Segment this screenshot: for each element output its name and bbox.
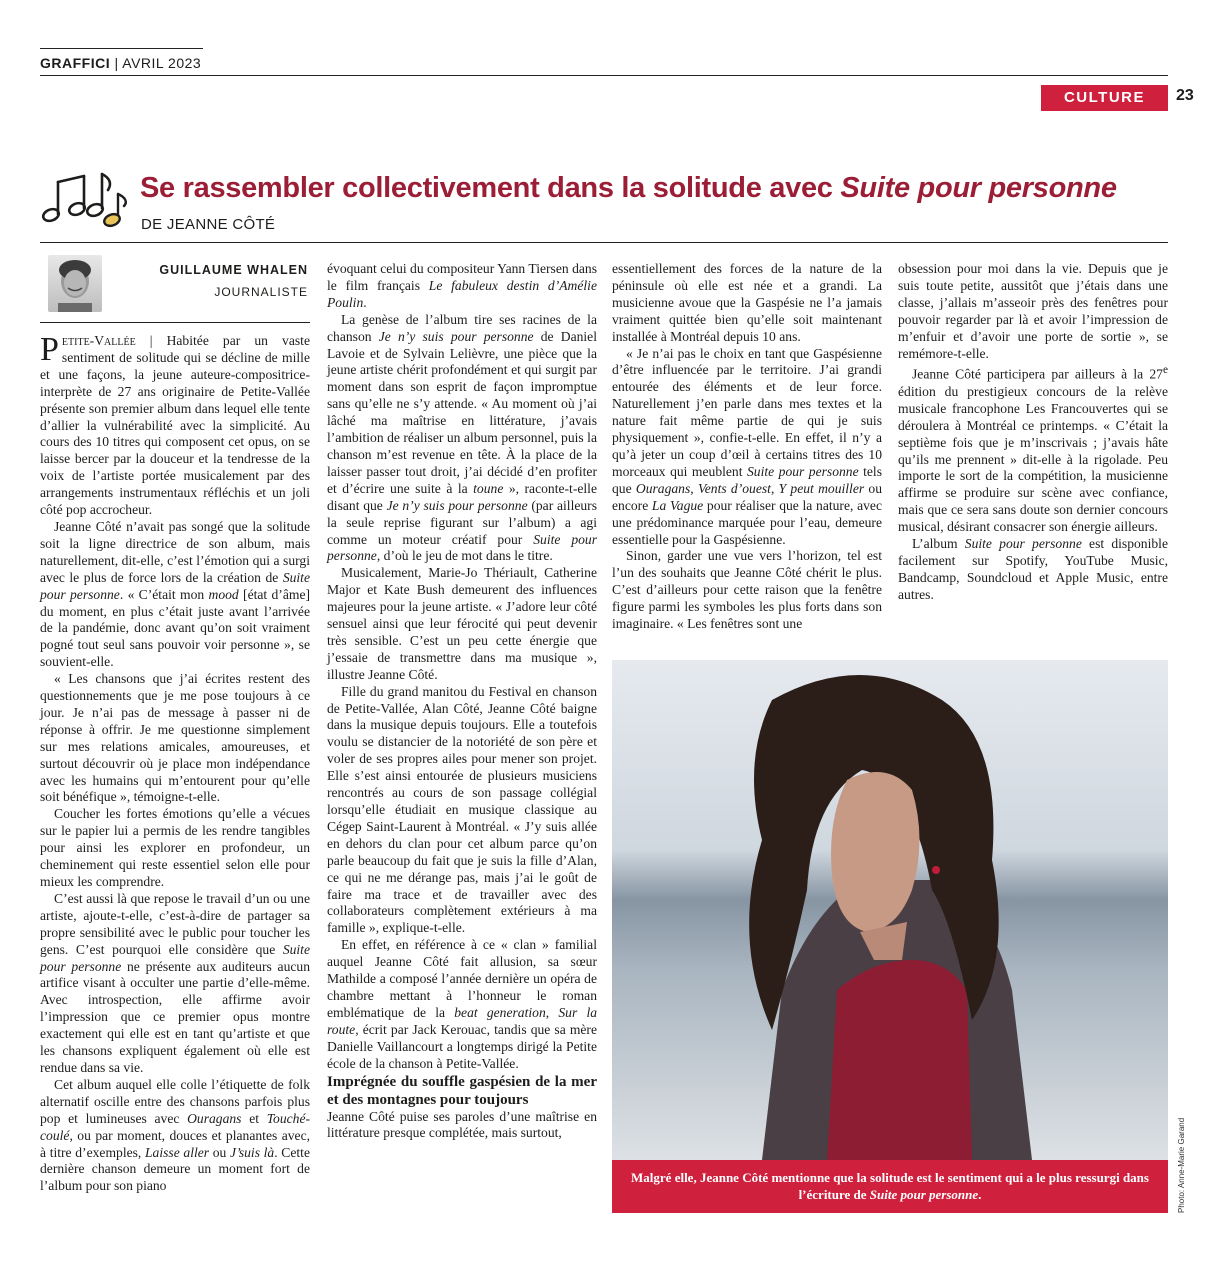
masthead <box>40 55 201 71</box>
song-title: J’suis là <box>230 1144 275 1160</box>
paragraph-text: , ou par moment, douces et planantes avec, à titre d’exemples, <box>40 1127 310 1160</box>
paragraph: Musicalement, Marie-Jo Thériault, Catherine Major et Kate Bush demeurent des influences majeures pour la jeune artiste. « J’adore leur côté sensuel ainsi que leur férocité qui peut devenir très sensible. C’est un peu cette énergie que j’essaie de transmettre dans ma musique », illustre Jeanne Côté. <box>327 565 597 682</box>
paragraph-text: . <box>363 294 367 310</box>
issue-date: AVRIL 2023 <box>122 55 202 71</box>
headline-text: Se rassembler collectivement dans la solitude avec <box>140 172 841 204</box>
paragraph: Sinon, garder une vue vers l’horizon, tel est l’un des souhaits que Jeanne Côté chérit le plus. C’est d’ailleurs pour cette raison que la fenêtre figure parmi les symboles les plus forts dans son imaginaire. « Les fenêtres sont une <box>612 548 882 632</box>
caption-text: Malgré elle, Jeanne Côté mentionne que la solitude est le sentiment qui a le plus ressurgi dans l’écriture de <box>631 1170 1149 1202</box>
drop-cap: P <box>40 331 59 368</box>
artist-photo <box>612 660 1168 1160</box>
paragraph-text: L’album <box>912 536 965 552</box>
author-name: GUILLAUME WHALEN <box>159 263 308 277</box>
song-title: Ouragans <box>187 1110 242 1126</box>
author-role: JOURNALISTE <box>214 285 308 299</box>
paragraph <box>898 362 1168 536</box>
paragraph-text: En effet, en référence à ce « clan » familial auquel Jeanne Côté fait allusion, sa sœur Mathilde a composé l’année dernière un opéra de chambre mettant à l’honneur le roman emblématique de la <box>327 937 597 1020</box>
paragraph-text: | Habitée par un vaste sentiment de solitude qui se décline de mille et une façons, la jeune auteure-compositrice-interprète de 27 ans originaire de Petite-Vallée présente son premier album dans lequel elle tente d’allier la vulnérabilité avec la simplicité. Au cours des 10 titres qui composent cet opus, on se laisse bercer par la douceur et la tendresse de la voix de l’artiste portée musicalement par des arrangements instrumentaux réfléchis et un joli côté pop accrocheur. <box>40 333 310 518</box>
paragraph: Fille du grand manitou du Festival en chanson de Petite-Vallée, Alan Côté, Jeanne Côté baigne dans la musique depuis toujours. Elle a toutefois voulu se distancier de la notoriété de son père et voler de ses propres ailes pour mener son projet. Elle s’est ainsi entourée de plusieurs musiciens rencontrés au cours de son passage collégial lorsqu’elle étudiait en musique classique au Cégep Saint-Laurent à Montréal. « J’y suis allée en dehors du clan pour cet album parce qu’on parle beaucoup du fait que je suis la fille d’Alan, ce qui ne me dérange pas, mais j’ai le goût de faire ma trace et de travailler avec des collaborateurs complètement extérieurs à ma famille », explique-t-elle. <box>327 683 597 936</box>
album-title: Suite pour personne <box>40 569 310 602</box>
paragraph-text: Cet album auquel elle colle l’étiquette de folk alternatif oscille entre des chansons parfois plus pop et lumineuses avec <box>40 1076 310 1126</box>
paragraph: obsession pour moi dans la vie. Depuis que je suis toute petite, aussitôt que j’étais dans une classe, j’allais m’asseoir près des fenêtres pour pouvoir regarder par là et avoir l’impression de m’enfuir et d’avoir une porte de sortie », se remémore-t-elle. <box>898 261 1168 361</box>
paragraph-text: , d’où le jeu de mot dans le titre. <box>376 548 553 564</box>
italic-phrase: beat generation <box>454 1004 546 1020</box>
song-title: Ouragans <box>635 480 691 496</box>
photo-caption <box>612 1160 1168 1213</box>
paragraph-text: , <box>545 1004 559 1020</box>
italic-word: toune <box>473 480 504 496</box>
paragraph-text: ne présente aux auditeurs aucun artifice visant à occulter une partie d’elle-même. Avec introspection, elle affirme avoir l’impression que ce premier opus montre exactement qui elle est en tant qu’artiste et que les chansons expliquent également où elle est rendue dans sa vie. <box>40 958 310 1075</box>
section-label: CULTURE <box>1041 85 1168 111</box>
paragraph-text: La genèse de l’album tire ses racines de la chanson <box>327 311 597 344</box>
series-byline: DE JEANNE CÔTÉ <box>141 216 276 233</box>
album-title: Suite pour personne <box>746 463 859 479</box>
paragraph-text: C’est aussi là que repose le travail d’un ou une artiste, ajoute-t-elle, c’est-à-dire de partager sa propre sensibilité avec le public pour toucher les gens. C’est pourquoi elle considère que <box>40 890 310 957</box>
paragraph: essentiellement des forces de la nature de la péninsule où elle est née et a grandi. La musicienne avoue que la Gaspésie ne l’a jamais vraiment quittée bien qu’elle soit maintenant installée à Montréal depuis 10 ans. <box>612 261 882 344</box>
headline-album-title: Suite pour personne <box>840 172 1117 204</box>
article-column-3 <box>612 261 882 633</box>
italic-word: mood <box>208 586 239 602</box>
paragraph <box>40 1077 310 1195</box>
paragraph <box>40 333 310 519</box>
song-title: Laisse aller <box>145 1144 210 1160</box>
paragraph <box>898 536 1168 604</box>
paragraph-text: ou <box>209 1144 231 1160</box>
paragraph: « Les chansons que j’ai écrites restent des questionnements que je me pose toujours à ce jour. Je n’ai pas de message à passer ni de réponse à offrir. Je me questionne simplement sur mes relations amicales, amoureuses, et surtout découvrir où je place mon indépendance avec les humains qui m’entourent pour qu’elle soit bénéfique », témoigne-t-elle. <box>40 671 310 805</box>
album-title: Suite pour personne <box>40 941 310 974</box>
ordinal-superscript: e <box>1162 364 1168 377</box>
paragraph-text: « Je n’ai pas le choix en tant que Gaspésienne d’être influencée par le territoire. J’ai grandi entourée des éléments et de leur force. Naturellement j’en parle dans mes textes et la nature fait même partie de qui je suis physiquement », confie-t-elle. En effet, il n’y a qu’à jeter un coup d’œil à certains titres des 10 morceaux qui meublent <box>612 345 882 479</box>
film-title: Le fabuleux destin d’Amélie Poulin <box>327 277 597 310</box>
paragraph <box>327 312 597 566</box>
album-title: Suite pour personne <box>327 531 597 564</box>
masthead-rule <box>40 75 1168 76</box>
masthead-separator: | <box>114 55 119 71</box>
paragraph-text: , écrit par Jack Kerouac, tandis que sa mère Danielle Vaillancourt a longtemps dirigé la Petite école de la chanson à Petite-Vallée. <box>327 1021 597 1071</box>
paragraph-text: et <box>241 1110 267 1126</box>
song-title: La Vague <box>651 497 704 513</box>
article-column-1 <box>40 333 310 1195</box>
headline-rule <box>40 242 1168 243</box>
paragraph-text: , <box>690 480 698 496</box>
paragraph-text: , <box>770 480 779 496</box>
paragraph-text: est disponible facilement sur Spotify, YouTube Music, Bandcamp, Soundcloud et Apple Music, entre autres. <box>898 536 1168 602</box>
paragraph-text: », raconte-t-elle disant que <box>327 480 597 513</box>
page-number: 23 <box>1176 87 1194 104</box>
paragraph <box>327 937 597 1072</box>
paragraph-text: pour réaliser que la nature, avec une prédominance marquée pour l’eau, demeure essentielle pour la Gaspésienne. <box>612 497 882 547</box>
song-title: Touché-coulé <box>40 1110 311 1143</box>
publication-name: GRAFFICI <box>40 55 111 71</box>
song-title: Je n’y suis pour personne <box>386 497 528 513</box>
song-title: Je n’y suis pour personne <box>378 328 534 344</box>
article-headline <box>140 172 1117 205</box>
paragraph-text: édition du prestigieux concours de la relève musicale francophone Les Francouvertes qui se déroulera à Montréal ce printemps. « C’était la septième fois que je m’inscrivais ; j’avais hâte qu’ils me prennent » dit-elle à la rigolade. Peu importe le sort de la compétition, la musicienne affirme se produire sur scène avec confiance, mais que ce sera sans doute son dernier concours musical, désirant consacrer son énergie ailleurs. <box>898 383 1168 535</box>
dateline: etite-Vallée <box>61 333 136 348</box>
paragraph-text: évoquant celui du compositeur Yann Tiersen dans le film français <box>327 261 597 293</box>
paragraph <box>612 346 882 549</box>
masthead-top-rule <box>40 48 203 49</box>
song-title: Y peut mouiller <box>778 480 865 496</box>
paragraph <box>40 891 310 1077</box>
article-column-4 <box>898 261 1168 604</box>
music-notes-icon <box>38 168 130 230</box>
paragraph-text: tels que <box>612 463 882 496</box>
album-title: Suite pour personne <box>869 1187 979 1202</box>
paragraph-text: . Cette dernière chanson demeure un moment fort de l’album pour son piano <box>40 1144 310 1194</box>
paragraph-text: . « C’était mon <box>119 586 209 602</box>
paragraph-text: (par ailleurs la seule reprise figurant sur l’album) a agi comme un moteur créatif pour <box>327 497 597 547</box>
article-subheading: Imprégnée du souffle gaspésien de la mer et des montagnes pour toujours <box>327 1073 597 1108</box>
album-title: Suite pour personne <box>964 536 1082 552</box>
caption-text: . <box>978 1187 982 1202</box>
paragraph-text: [état d’âme] du moment, en plus c’était juste avant l’arrivée de la pandémie, donc avant qu’on soit vraiment pogné tout seul sans pouvoir voir personne », se souvient-elle. <box>40 586 311 670</box>
paragraph: Jeanne Côté puise ses paroles d’une maîtrise en littérature presque complétée, mais surtout, <box>327 1108 597 1141</box>
paragraph-text: Jeanne Côté participera par ailleurs à la 27 <box>912 366 1163 382</box>
song-title: Vents d’ouest <box>697 480 771 496</box>
author-rule <box>40 322 310 323</box>
paragraph <box>40 519 310 671</box>
photo-credit: Photo: Anne-Marie Garand <box>1177 1117 1186 1213</box>
paragraph-text: ou encore <box>612 480 883 513</box>
paragraph <box>327 261 597 312</box>
paragraph-text: de Daniel Lavoie et de Sylvain Lelièvre, une pièce que la jeune artiste chérit profondément et qui surgit par moment dans son esprit de façon impromptue sans qu’elle ne s’y attende. « Au moment où j’ai lâché ma maîtrise en littérature, j’avais l’ambition de réaliser un album personnel, puis la chanson m’est revenue en tête. À la place de la laisser passer tout droit, j’ai décidé d’en profiter et d’écrire une suite à la <box>327 328 597 496</box>
article-column-2 <box>327 261 597 1142</box>
author-avatar <box>48 255 102 312</box>
book-title: Sur la route <box>327 1004 598 1037</box>
paragraph-text: Jeanne Côté n’avait pas songé que la solitude soit la ligne directrice de son album, mais naturellement, dit-elle, c’est l’émotion qui a surgi avec le plus de force lors de la création de <box>40 518 310 585</box>
paragraph: Coucher les fortes émotions qu’elle a vécues sur le papier lui a permis de les rendre tangibles pour ainsi les explorer en profondeur, un cheminement qui reste essentiel selon elle pour mieux les comprendre. <box>40 806 310 889</box>
